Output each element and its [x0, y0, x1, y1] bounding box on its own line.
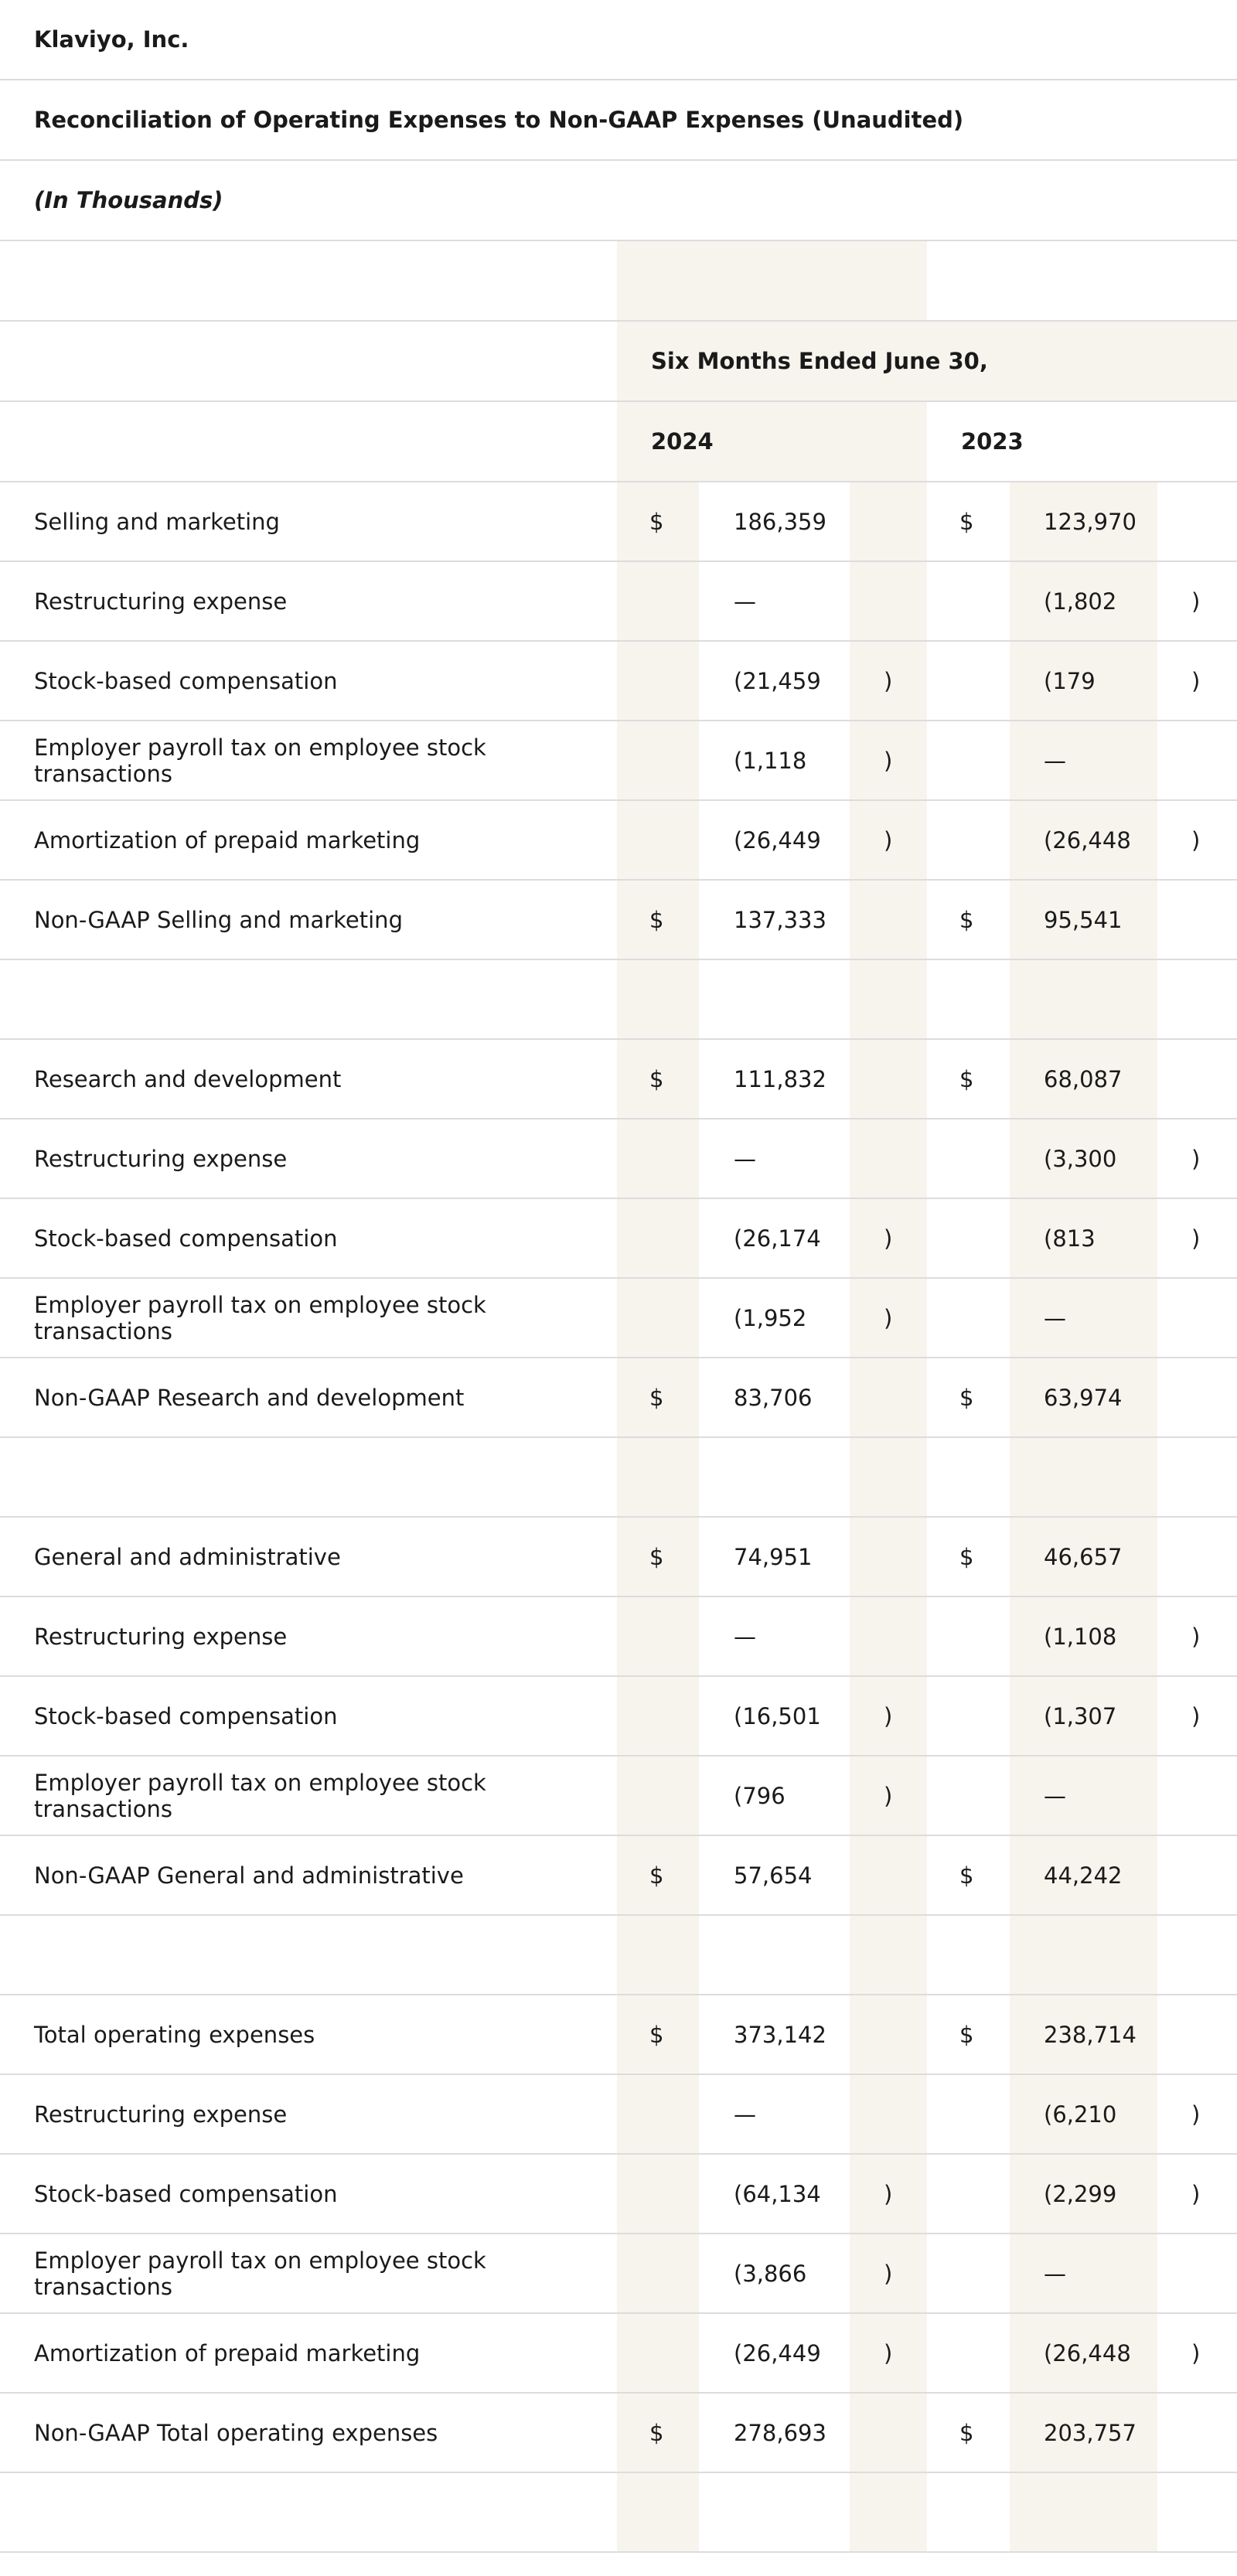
table-row [0, 1757, 1237, 1836]
paren-2024 [850, 1836, 927, 1914]
paren-2024 [850, 1518, 927, 1596]
row-label: Stock-based compensation [34, 1225, 338, 1252]
paren-2023 [1157, 1279, 1237, 1357]
table-row [0, 2234, 1237, 2314]
currency-2023 [927, 1119, 1010, 1198]
value-2024: 111,832 [734, 1065, 826, 1092]
paren-2023 [1157, 1836, 1237, 1914]
value-2023 [1010, 960, 1157, 1038]
table-row [0, 2155, 1237, 2234]
value-2023: — [1010, 1279, 1157, 1357]
currency-2024 [617, 721, 699, 799]
value-2023: (6,210 [1010, 2075, 1157, 2153]
value-2024: (64,134 [734, 2180, 821, 2207]
value-2024 [699, 960, 850, 1038]
value-2023: (2,299 [1010, 2155, 1157, 2233]
value-2024 [699, 1438, 850, 1516]
currency-2023 [927, 1279, 1010, 1357]
row-label: Non-GAAP Selling and marketing [34, 906, 403, 933]
value-2023: (26,448 [1010, 2314, 1157, 2392]
paren-2023: ) [1191, 2180, 1201, 2207]
value-2024: (796 [734, 1782, 785, 1809]
currency-2024: $ [617, 1836, 699, 1914]
paren-2023 [1157, 881, 1237, 959]
paren-2024: ) [850, 801, 927, 879]
value-2023: — [1010, 721, 1157, 799]
paren-2023: ) [1191, 2339, 1201, 2366]
paren-2023 [1157, 2234, 1237, 2312]
paren-2024 [850, 2075, 927, 2153]
table-body [0, 482, 1237, 2553]
row-label: Selling and marketing [34, 508, 280, 535]
currency-2023: $ [959, 1384, 974, 1411]
paren-2023 [1157, 1438, 1237, 1516]
paren-2023 [1157, 1757, 1237, 1835]
row-label: Research and development [34, 1065, 342, 1092]
company-row [0, 0, 1237, 80]
value-2023: (179 [1010, 642, 1157, 720]
currency-2024 [617, 1199, 699, 1277]
row-label [0, 960, 617, 1038]
title-row [0, 80, 1237, 161]
paren-2024 [850, 1358, 927, 1436]
paren-2024 [850, 1040, 927, 1118]
table-row [0, 2314, 1237, 2394]
value-2023 [1010, 1438, 1157, 1516]
row-label: Employer payroll tax on employee stock transactions [34, 1291, 486, 1344]
value-2024 [699, 2473, 850, 2551]
row-label: Restructuring expense [34, 588, 288, 615]
year-2024-header: 2024 [617, 402, 927, 481]
paren-2024: ) [850, 1757, 927, 1835]
value-2024: 57,654 [734, 1862, 813, 1889]
value-2023 [1010, 2473, 1157, 2551]
paren-2024: ) [850, 2314, 927, 2392]
currency-2023: $ [959, 1862, 974, 1889]
value-2023: (1,108 [1010, 1597, 1157, 1675]
currency-2023 [927, 1916, 1010, 1994]
row-label [0, 1916, 617, 1994]
row-label: Employer payroll tax on employee stock transactions [34, 2247, 486, 2300]
currency-2024 [617, 1677, 699, 1755]
currency-2024 [617, 1757, 699, 1835]
paren-2023 [1157, 721, 1237, 799]
currency-2023 [927, 801, 1010, 879]
paren-2024: ) [850, 642, 927, 720]
value-2024: 137,333 [734, 906, 826, 933]
currency-2024 [617, 1119, 699, 1198]
spacer-row [0, 960, 1237, 1040]
row-label: Total operating expenses [34, 2021, 315, 2048]
table-row [0, 2394, 1237, 2473]
paren-2024 [850, 2473, 927, 2551]
value-2024: (1,118 [734, 747, 807, 774]
row-label: Restructuring expense [34, 2101, 288, 2128]
value-2023: 44,242 [1010, 1836, 1157, 1914]
paren-2023: ) [1191, 667, 1201, 694]
currency-2024 [617, 562, 699, 640]
paren-2024 [850, 881, 927, 959]
table-row [0, 1518, 1237, 1597]
row-label [0, 1438, 617, 1516]
value-2024: (26,174 [734, 1225, 821, 1252]
value-2024: (16,501 [734, 1702, 821, 1729]
currency-2023 [927, 1438, 1010, 1516]
table-row [0, 1119, 1237, 1199]
currency-2024 [617, 801, 699, 879]
paren-2023: ) [1191, 2101, 1201, 2128]
paren-2024 [850, 1438, 927, 1516]
paren-2023 [1157, 2394, 1237, 2472]
table-row [0, 562, 1237, 642]
value-2024: — [734, 588, 756, 615]
table-row [0, 2075, 1237, 2155]
currency-2024: $ [617, 1040, 699, 1118]
paren-2023: ) [1191, 826, 1201, 854]
company-name: Klaviyo, Inc. [34, 26, 189, 53]
row-label: Amortization of prepaid marketing [34, 826, 421, 854]
paren-2023: ) [1191, 588, 1201, 615]
paren-2024 [850, 1995, 927, 2073]
paren-2023 [1157, 482, 1237, 561]
paren-2023: ) [1191, 1702, 1201, 1729]
row-label: Stock-based compensation [34, 1702, 338, 1729]
paren-2024: ) [850, 1199, 927, 1277]
currency-2024 [617, 960, 699, 1038]
value-2024 [699, 1916, 850, 1994]
currency-2023: $ [959, 1065, 974, 1092]
value-2024: 373,142 [734, 2021, 826, 2048]
paren-2023 [1157, 1995, 1237, 2073]
value-2024: 83,706 [734, 1384, 813, 1411]
row-label: Restructuring expense [34, 1623, 288, 1650]
paren-2023: ) [1191, 1145, 1201, 1172]
paren-2024 [850, 1597, 927, 1675]
value-2024: — [734, 1623, 756, 1650]
currency-2024 [617, 1597, 699, 1675]
table-row [0, 801, 1237, 881]
table-row [0, 881, 1237, 960]
table-row [0, 1358, 1237, 1438]
paren-2024 [850, 482, 927, 561]
spacer-shade [617, 241, 927, 320]
currency-2024 [617, 1279, 699, 1357]
currency-2023 [927, 2314, 1010, 2392]
currency-2023: $ [959, 2021, 974, 2048]
value-2024: — [734, 1145, 756, 1172]
year-row [0, 402, 1237, 482]
value-2023: 68,087 [1010, 1040, 1157, 1118]
row-label: General and administrative [34, 1543, 341, 1570]
paren-2024 [850, 1916, 927, 1994]
paren-2024 [850, 960, 927, 1038]
currency-2023 [927, 2473, 1010, 2551]
currency-2024: $ [617, 1518, 699, 1596]
row-label: Non-GAAP General and administrative [34, 1862, 464, 1889]
value-2023: (3,300 [1010, 1119, 1157, 1198]
value-2023: (1,307 [1010, 1677, 1157, 1755]
value-2023: 123,970 [1010, 482, 1157, 561]
value-2024: (1,952 [734, 1304, 807, 1331]
currency-2024 [617, 2314, 699, 2392]
value-2024: (26,449 [734, 826, 821, 854]
currency-2023 [927, 1677, 1010, 1755]
currency-2024: $ [617, 482, 699, 561]
table-row [0, 1836, 1237, 1916]
paren-2023 [1157, 1916, 1237, 1994]
row-label: Non-GAAP Research and development [34, 1384, 465, 1411]
table-row [0, 1677, 1237, 1757]
row-label: Amortization of prepaid marketing [34, 2339, 421, 2366]
spacer-header-row [0, 241, 1237, 322]
period-row [0, 322, 1237, 402]
currency-2023 [927, 2075, 1010, 2153]
currency-2024: $ [617, 881, 699, 959]
table-row [0, 1995, 1237, 2075]
paren-2024 [850, 562, 927, 640]
currency-2023 [927, 1757, 1010, 1835]
paren-2023 [1157, 2473, 1237, 2551]
table-row [0, 642, 1237, 721]
currency-2023 [927, 562, 1010, 640]
table-row [0, 1597, 1237, 1677]
table-row [0, 1279, 1237, 1358]
value-2023: (813 [1010, 1199, 1157, 1277]
table-row [0, 482, 1237, 562]
row-label: Stock-based compensation [34, 2180, 338, 2207]
spacer-row [0, 1916, 1237, 1995]
value-2023: (1,802 [1010, 562, 1157, 640]
row-label: Non-GAAP Total operating expenses [34, 2419, 438, 2446]
value-2024: — [734, 2101, 756, 2128]
currency-2023: $ [959, 2419, 974, 2446]
currency-2023 [927, 721, 1010, 799]
row-label: Stock-based compensation [34, 667, 338, 694]
table-row [0, 1199, 1237, 1279]
currency-2024 [617, 1438, 699, 1516]
currency-2024: $ [617, 1358, 699, 1436]
value-2024: (21,459 [734, 667, 821, 694]
value-2024: (3,866 [734, 2260, 807, 2287]
value-2023: 203,757 [1010, 2394, 1157, 2472]
row-label: Employer payroll tax on employee stock transactions [34, 1769, 486, 1822]
value-2023: (26,448 [1010, 801, 1157, 879]
currency-2024: $ [617, 2394, 699, 2472]
paren-2024 [850, 2394, 927, 2472]
value-2023 [1010, 1916, 1157, 1994]
row-label [0, 2473, 617, 2551]
units-note: (In Thousands) [34, 187, 223, 213]
paren-2023 [1157, 1040, 1237, 1118]
value-2023: — [1010, 2234, 1157, 2312]
paren-2024: ) [850, 1677, 927, 1755]
currency-2023 [927, 2234, 1010, 2312]
table-row [0, 1040, 1237, 1119]
spacer-row [0, 2473, 1237, 2553]
paren-2023 [1157, 960, 1237, 1038]
paren-2024: ) [850, 1279, 927, 1357]
currency-2024 [617, 2075, 699, 2153]
paren-2024: ) [850, 2155, 927, 2233]
value-2024: 278,693 [734, 2419, 826, 2446]
currency-2024 [617, 642, 699, 720]
value-2023: 46,657 [1010, 1518, 1157, 1596]
value-2024: (26,449 [734, 2339, 821, 2366]
currency-2024 [617, 2155, 699, 2233]
value-2024: 74,951 [734, 1543, 813, 1570]
year-2023-header: 2023 [961, 428, 1024, 455]
value-2024: 186,359 [734, 508, 826, 535]
table-row [0, 721, 1237, 801]
value-2023: 95,541 [1010, 881, 1157, 959]
currency-2023 [927, 642, 1010, 720]
currency-2024 [617, 1916, 699, 1994]
paren-2024 [850, 1119, 927, 1198]
paren-2023 [1157, 1518, 1237, 1596]
row-label: Restructuring expense [34, 1145, 288, 1172]
currency-2023 [927, 1597, 1010, 1675]
currency-2023 [927, 960, 1010, 1038]
currency-2023: $ [959, 1543, 974, 1570]
currency-2024 [617, 2234, 699, 2312]
paren-2023 [1157, 1358, 1237, 1436]
table-title: Reconciliation of Operating Expenses to Non-GAAP Expenses (Unaudited) [34, 107, 964, 133]
currency-2023 [927, 2155, 1010, 2233]
row-label: Employer payroll tax on employee stock transactions [34, 734, 486, 787]
paren-2023: ) [1191, 1623, 1201, 1650]
period-header: Six Months Ended June 30, [617, 322, 1237, 400]
units-row [0, 161, 1237, 241]
value-2023: — [1010, 1757, 1157, 1835]
currency-2024: $ [617, 1995, 699, 2073]
currency-2023: $ [959, 508, 974, 535]
value-2023: 238,714 [1010, 1995, 1157, 2073]
currency-2023: $ [959, 906, 974, 933]
value-2023: 63,974 [1010, 1358, 1157, 1436]
paren-2024: ) [850, 2234, 927, 2312]
paren-2023: ) [1191, 1225, 1201, 1252]
spacer-row [0, 1438, 1237, 1518]
currency-2023 [927, 1199, 1010, 1277]
currency-2024 [617, 2473, 699, 2551]
paren-2024: ) [850, 721, 927, 799]
